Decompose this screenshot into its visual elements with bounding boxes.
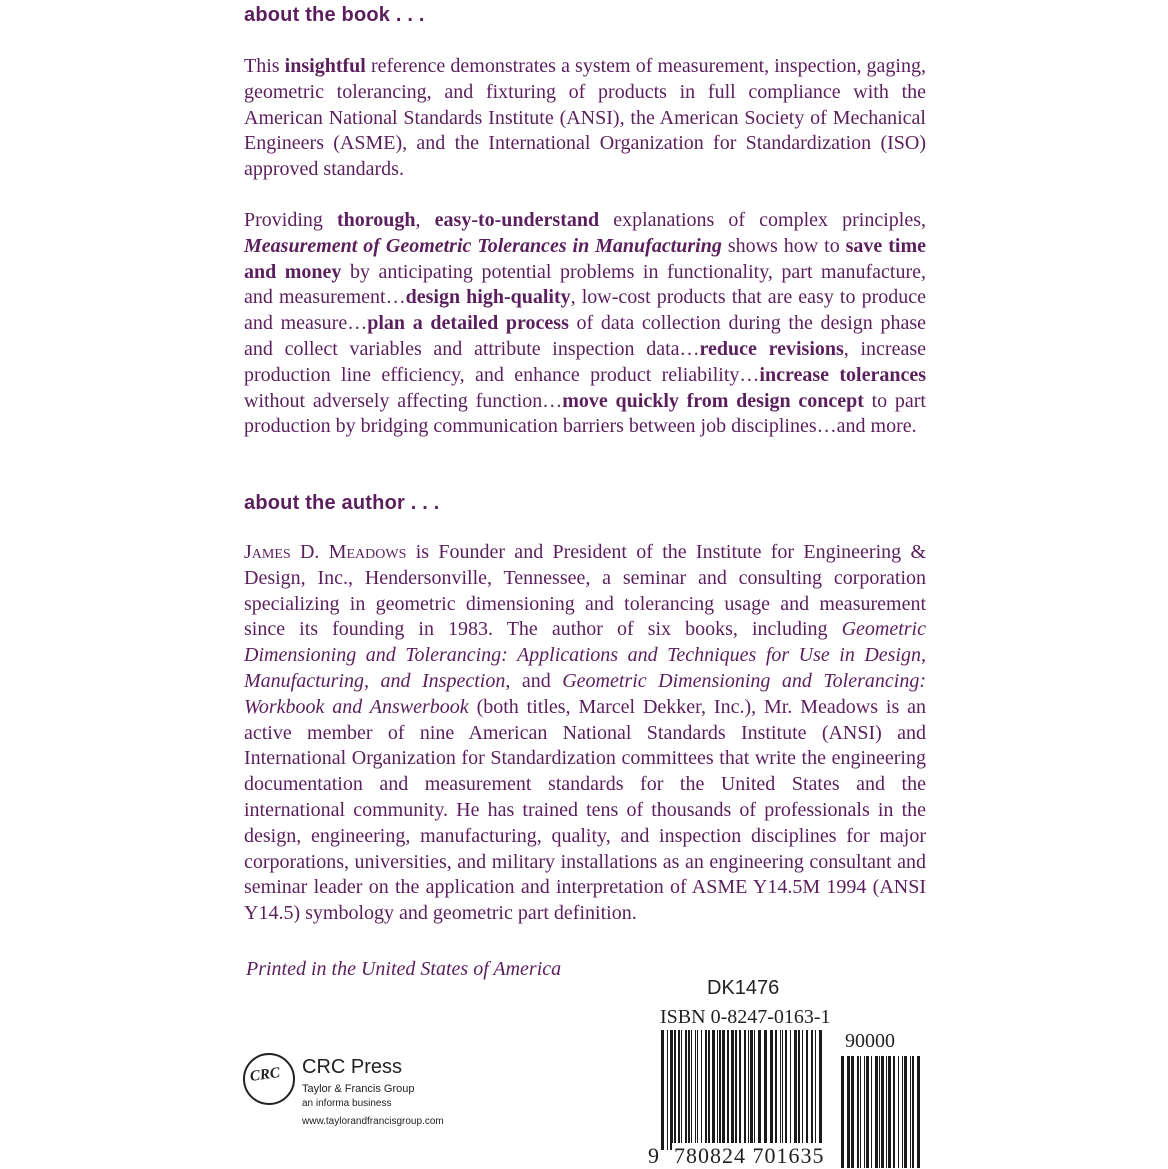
printed-in-note: Printed in the United States of America	[246, 958, 562, 980]
publisher-url: www.taylorandfrancisgroup.com	[302, 1116, 444, 1127]
barcode-main-icon	[661, 1030, 825, 1150]
barcode-lead-digit: 9	[648, 1143, 659, 1168]
about-author-heading: about the author . . .	[244, 492, 440, 514]
about-author-paragraph: James D. Meadows is Founder and President of the Institute for Engineering & Design, Inc., Hendersonville, Tennessee, a seminar and consulting corporation specializing in geometric dimensioning and tolerancing usage and measurement since its founding in 1983. The author of six books, including Geometric Dimensioning and Tolerancing: Applications and Techniques for Use in Design, Manufacturing, and Inspection, and Geometric Dimensioning and Tolerancing: Workbook and Answerbook (both titles, Marcel Dekker, Inc.), Mr. Meadows is an active member of nine American National Standards Institute (ANSI) and International Organization for Standardization committees that write the engineering documentation and measurement standards for the United States and the international community. He has trained tens of thousands of professionals in the design, engineering, manufacturing, quality, and inspection disciplines for major corporations, universities, and military installations as an engineering consultant and seminar leader on the application and interpretation of ASME Y14.5M 1994 (ANSI Y14.5) symbology and geometric part definition.	[244, 541, 926, 925]
about-book-paragraph-2: Providing thorough, easy-to-understand explanations of complex principles, Measurement of Geometric Tolerances in Manufacturing shows how to save time and money by anticipating potential problems in functionality, part manufacture, and measurement…design high-quality, low-cost products that are easy to produce and measure…plan a detailed process of data collection during the design phase and collect variables and attribute inspection data…reduce revisions, increase production line efficiency, and enhance product reliability…increase tolerances without adversely affecting function…move quickly from design concept to part production by bridging communication barriers between job disciplines…and more.	[244, 209, 927, 438]
about-book-heading: about the book . . .	[244, 4, 425, 26]
barcode-number: 780824 701635	[674, 1143, 825, 1168]
publisher-subtitle: an informa business	[302, 1098, 392, 1109]
publisher-group: Taylor & Francis Group	[302, 1083, 415, 1095]
publisher-name: CRC Press	[302, 1056, 403, 1078]
price-code: 90000	[845, 1030, 895, 1052]
about-book-paragraph-1: This insightful reference demonstrates a system of measurement, inspection, gaging, geometric tolerancing, and fixturing of products in full compliance with the American National Standards Institute (ANSI), the American Society of Mechanical Engineers (ASME), and the International Organization for Standardization (ISO) approved standards.	[244, 55, 926, 181]
isbn: ISBN 0-8247-0163-1	[660, 1006, 831, 1028]
barcode-addon-icon	[841, 1056, 923, 1168]
dk-code: DK1476	[707, 977, 780, 999]
author-name: James D. Meadows	[244, 541, 407, 563]
